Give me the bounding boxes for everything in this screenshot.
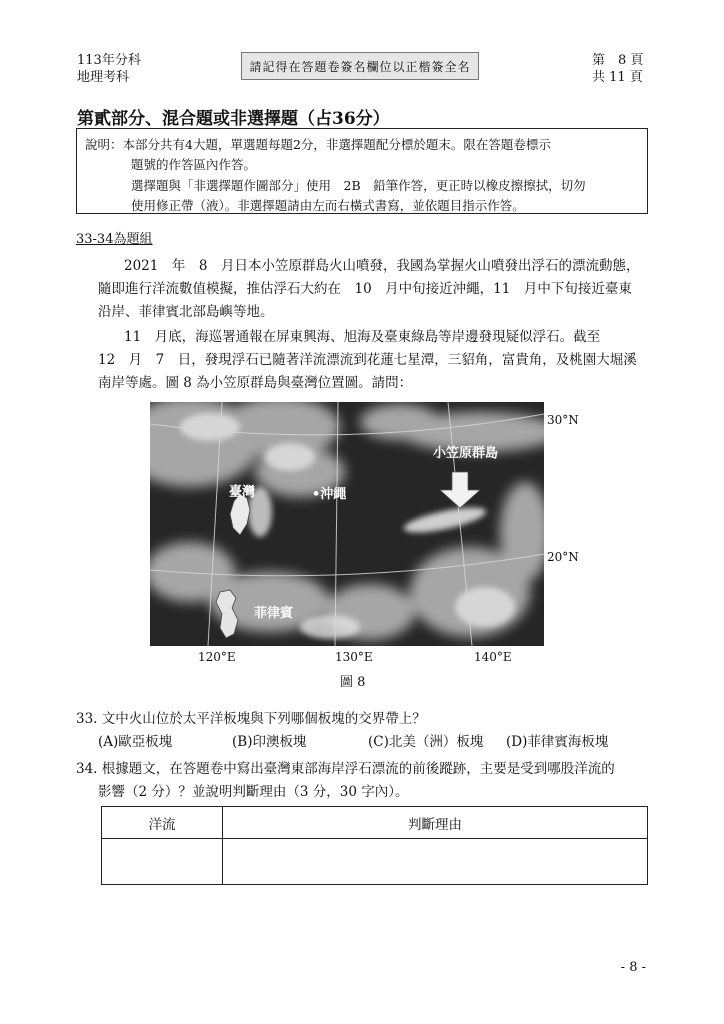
q33-option-c: (C)北美（洲）板塊 xyxy=(368,734,484,750)
satellite-image xyxy=(150,402,544,646)
passage-line: 南岸等處。圖 8 為小笠原群島與臺灣位置圖。請問： xyxy=(98,375,413,391)
answer-cell-reason[interactable] xyxy=(223,839,648,885)
table-header-reason: 判斷理由 xyxy=(223,807,648,839)
figure-caption: 圖 8 xyxy=(340,675,366,690)
label-taiwan: 臺灣 xyxy=(229,485,256,500)
passage-line: 11 月底，海巡署通報在屏東興海、旭海及臺東綠島等岸邊發現疑似浮石。截至 xyxy=(124,329,601,345)
instruction-line: 說明：本部分共有4大題，單選題每題2分，非選擇題配分標於題末。限在答題卷標示 xyxy=(85,137,551,152)
satellite-map xyxy=(150,402,544,646)
q34-line1: 34. 根據題文，在答題卷中寫出臺灣東部海岸浮石漂流的前後蹤跡，主要是受到哪股洋流的 xyxy=(76,761,615,777)
passage-line: 12 月 7 日，發現浮石已隨著洋流漂流到花蓮七星潭，三貂角，富貴角，及桃園大堀溪 xyxy=(98,352,637,368)
header-page-label: 第 8 頁 xyxy=(592,53,644,68)
q33-option-d: (D)菲律賓海板塊 xyxy=(506,734,609,750)
passage-line: 沿岸、菲律賓北部島嶼等地。 xyxy=(98,304,274,320)
passage-line: 隨即進行洋流數值模擬，推估浮石大約在 10 月中旬接近沖繩，11 月中下旬接近臺東 xyxy=(98,281,632,297)
q33-option-b: (B)印澳板塊 xyxy=(232,734,307,750)
lon-label-130e: 130°E xyxy=(335,650,373,664)
section-title: 第貳部分、混合題或非選擇題（占36分） xyxy=(77,109,390,129)
instruction-line: 使用修正帶（液）。非選擇題請由左而右橫式書寫，並依題目指示作答。 xyxy=(131,198,525,213)
q33-option-a: (A)歐亞板塊 xyxy=(98,734,173,750)
instruction-line: 題號的作答區內作答。 xyxy=(131,157,257,172)
table-header-current: 洋流 xyxy=(102,807,223,839)
instruction-line: 選擇題與「非選擇題作圖部分」使用 2B 鉛筆作答，更正時以橡皮擦擦拭，切勿 xyxy=(131,178,586,193)
instructions-box xyxy=(76,128,648,214)
page-number: - 8 - xyxy=(620,960,646,975)
q33-stem: 33. 文中火山位於太平洋板塊與下列哪個板塊的交界帶上？ xyxy=(76,711,426,727)
label-bonin: 小笠原群島 xyxy=(433,446,499,461)
passage-line: 2021 年 8 月日本小笠原群島火山噴發，我國為掌握火山噴發出浮石的漂流動態， xyxy=(124,258,640,274)
header-subject: 地理考科 xyxy=(77,70,130,85)
label-philippines: 菲律賓 xyxy=(254,606,294,621)
header-total-label: 共 11 頁 xyxy=(592,70,643,85)
question-group-label: 33-34為題組 xyxy=(76,232,153,247)
lon-label-120e: 120°E xyxy=(198,650,236,664)
answer-table xyxy=(101,806,648,885)
lon-label-140e: 140°E xyxy=(474,650,512,664)
answer-cell-current[interactable] xyxy=(102,839,223,885)
q34-line2: 影響（2 分）？並說明判斷理由（3 分，30 字內）。 xyxy=(98,784,409,800)
lat-label-20n: 20°N xyxy=(547,550,579,564)
label-okinawa: •沖繩 xyxy=(312,487,347,502)
header-year-subject: 113年分科 xyxy=(77,53,141,68)
signature-notice: 請記得在答題卷簽名欄位以正楷簽全名 xyxy=(241,52,479,80)
lat-label-30n: 30°N xyxy=(547,413,579,427)
